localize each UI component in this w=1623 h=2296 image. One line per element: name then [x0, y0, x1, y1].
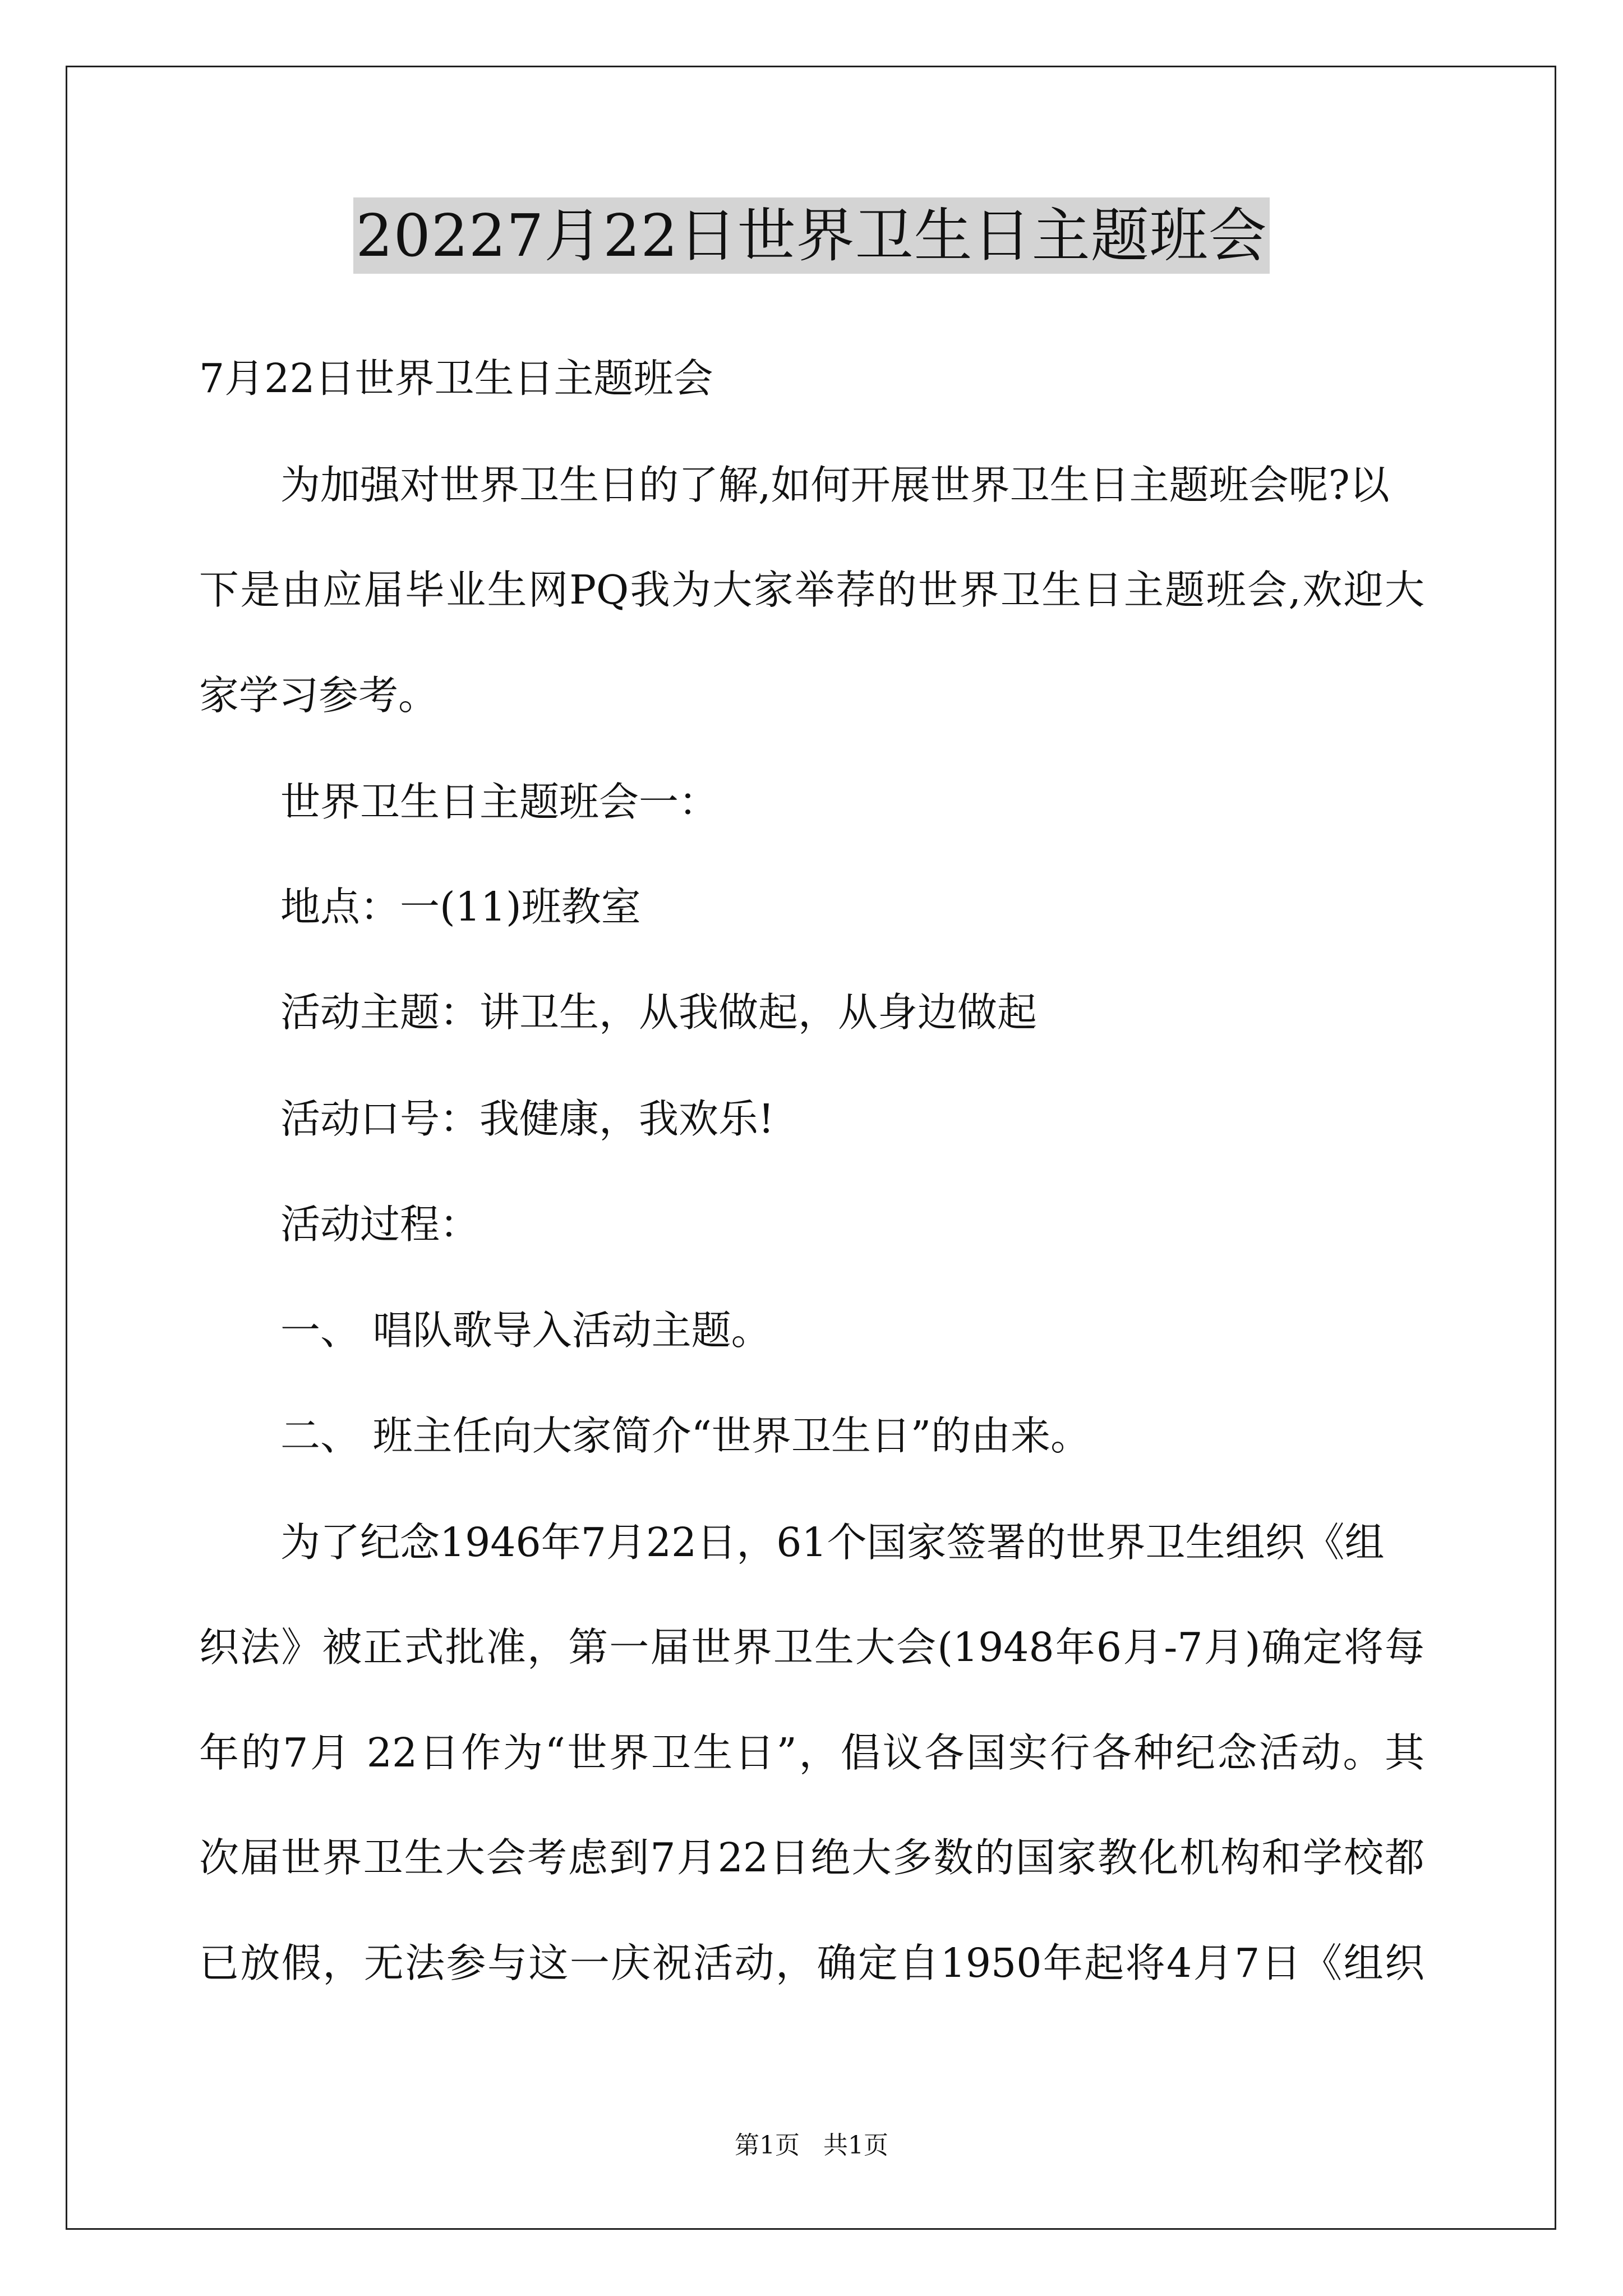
location-line: 地点：一(11)班教室: [280, 884, 641, 930]
paragraph1-line2: 下是由应届毕业生网PQ我为大家举荐的世界卫生日主题班会,欢迎大: [199, 567, 1424, 613]
paragraph1-line1: 为加强对世界卫生日的了解,如何开展世界卫生日主题班会呢?以: [280, 462, 1390, 508]
document-title: 20227月22日世界卫生日主题班会: [353, 197, 1269, 274]
slogan-line: 活动口号：我健康，我欢乐!: [280, 1096, 774, 1142]
step1-line: 一、 唱队歌导入活动主题。: [280, 1307, 771, 1354]
section-heading: 世界卫生日主题班会一：: [280, 779, 719, 825]
process-heading: 活动过程：: [280, 1201, 480, 1248]
paragraph2-line1: 为了纪念1946年7月22日，61个国家签署的世界卫生组织《组: [280, 1519, 1385, 1566]
paragraph2-line4: 次届世界卫生大会考虑到7月22日绝大多数的国家教化机构和学校都: [199, 1834, 1424, 1881]
step2-line: 二、 班主任向大家简介“世界卫生日”的由来。: [280, 1412, 1091, 1459]
theme-line: 活动主题：讲卫生，从我做起，从身边做起: [280, 989, 1038, 1036]
paragraph2-line3: 年的7月 22日作为“世界卫生日”，倡议各国实行各种纪念活动。其: [199, 1729, 1424, 1776]
paragraph2-line5: 已放假，无法参与这一庆祝活动，确定自1950年起将4月7日《组织: [199, 1940, 1424, 1986]
page-number: 第1页 共1页: [735, 2131, 888, 2160]
document-subtitle: 7月22日世界卫生日主题班会: [199, 355, 713, 402]
paragraph1-line3: 家学习参考。: [199, 672, 439, 719]
paragraph2-line2: 织法》被正式批准，第一届世界卫生大会(1948年6月-7月)确定将每: [199, 1624, 1424, 1671]
title-container: [0, 197, 1623, 274]
